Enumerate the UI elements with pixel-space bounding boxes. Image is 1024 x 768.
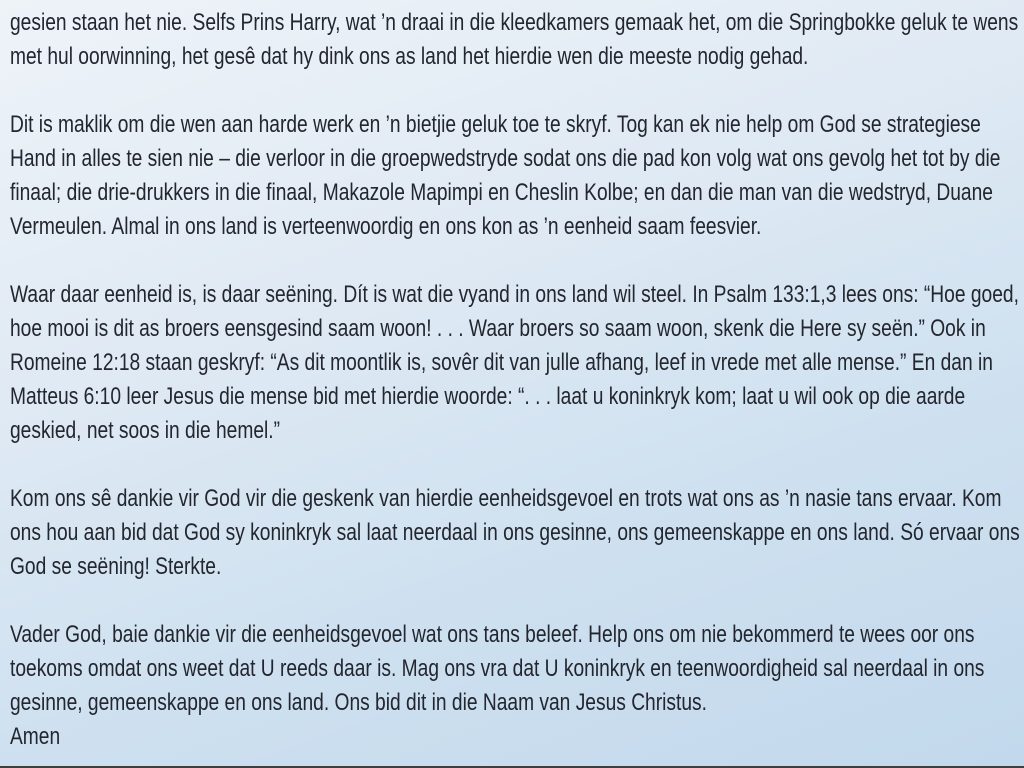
paragraph: gesien staan het nie. Selfs Prins Harry, wat ’n draai in die kleedkamers gemaak het, om die Springbokke geluk te wens met hul oorwinning, het gesê dat hy dink ons as land het hierdie wen die meeste nodig gehad. (10, 9, 1019, 70)
document-text (10, 6, 1024, 754)
paragraph: Dit is maklik om die wen aan harde werk en ’n bietjie geluk toe te skryf. Tog kan ek nie help om God se strategiese Hand in alles te sien nie – die verloor in die groepwedstryde sodat ons die pad kon volg wat ons gevolg het tot by die finaal; die drie-drukkers in die finaal, Makazole Mapimpi en Cheslin Kolbe; en dan die man van die wedstryd, Duane Vermeulen. Almal in ons land is verteenwoordig en ons kon as ’n eenheid saam feesvier. (10, 111, 1001, 240)
paragraph: Waar daar eenheid is, is daar seëning. Dít is wat die vyand in ons land wil steel. In Psalm 133:1,3 lees ons: “Hoe goed, hoe mooi is dit as broers eensgesind saam woon! . . . Waar broers so saam woon, skenk die Here sy seën.” Ook in Romeine 12:18 staan geskryf: “As dit moontlik is, sovêr dit van julle afhang, leef in vrede met alle mense.” En dan in Matteus 6:10 leer Jesus die mense bid met hierdie woorde: “. . . laat u koninkryk kom; laat u wil ook op die aarde geskied, net soos in die hemel.” (10, 281, 1019, 444)
paragraph: Kom ons sê dankie vir God vir die geskenk van hierdie eenheidsgevoel en trots wat ons as ’n nasie tans ervaar. Kom ons hou aan bid dat God sy koninkryk sal laat neerdaal in ons gesinne, ons gemeenskappe en ons land. Só ervaar ons God se seëning! Sterkte. (10, 485, 1020, 580)
closing-amen: Amen (10, 723, 61, 750)
paragraph: Vader God, baie dankie vir die eenheidsgevoel wat ons tans beleef. Help ons om nie bekommerd te wees oor ons toekoms omdat ons weet dat U reeds daar is. Mag ons vra dat U koninkryk en teenwoordigheid sal neerdaal in ons gesinne, gemeenskappe en ons land. Ons bid dit in die Naam van Jesus Christus. (10, 621, 985, 716)
